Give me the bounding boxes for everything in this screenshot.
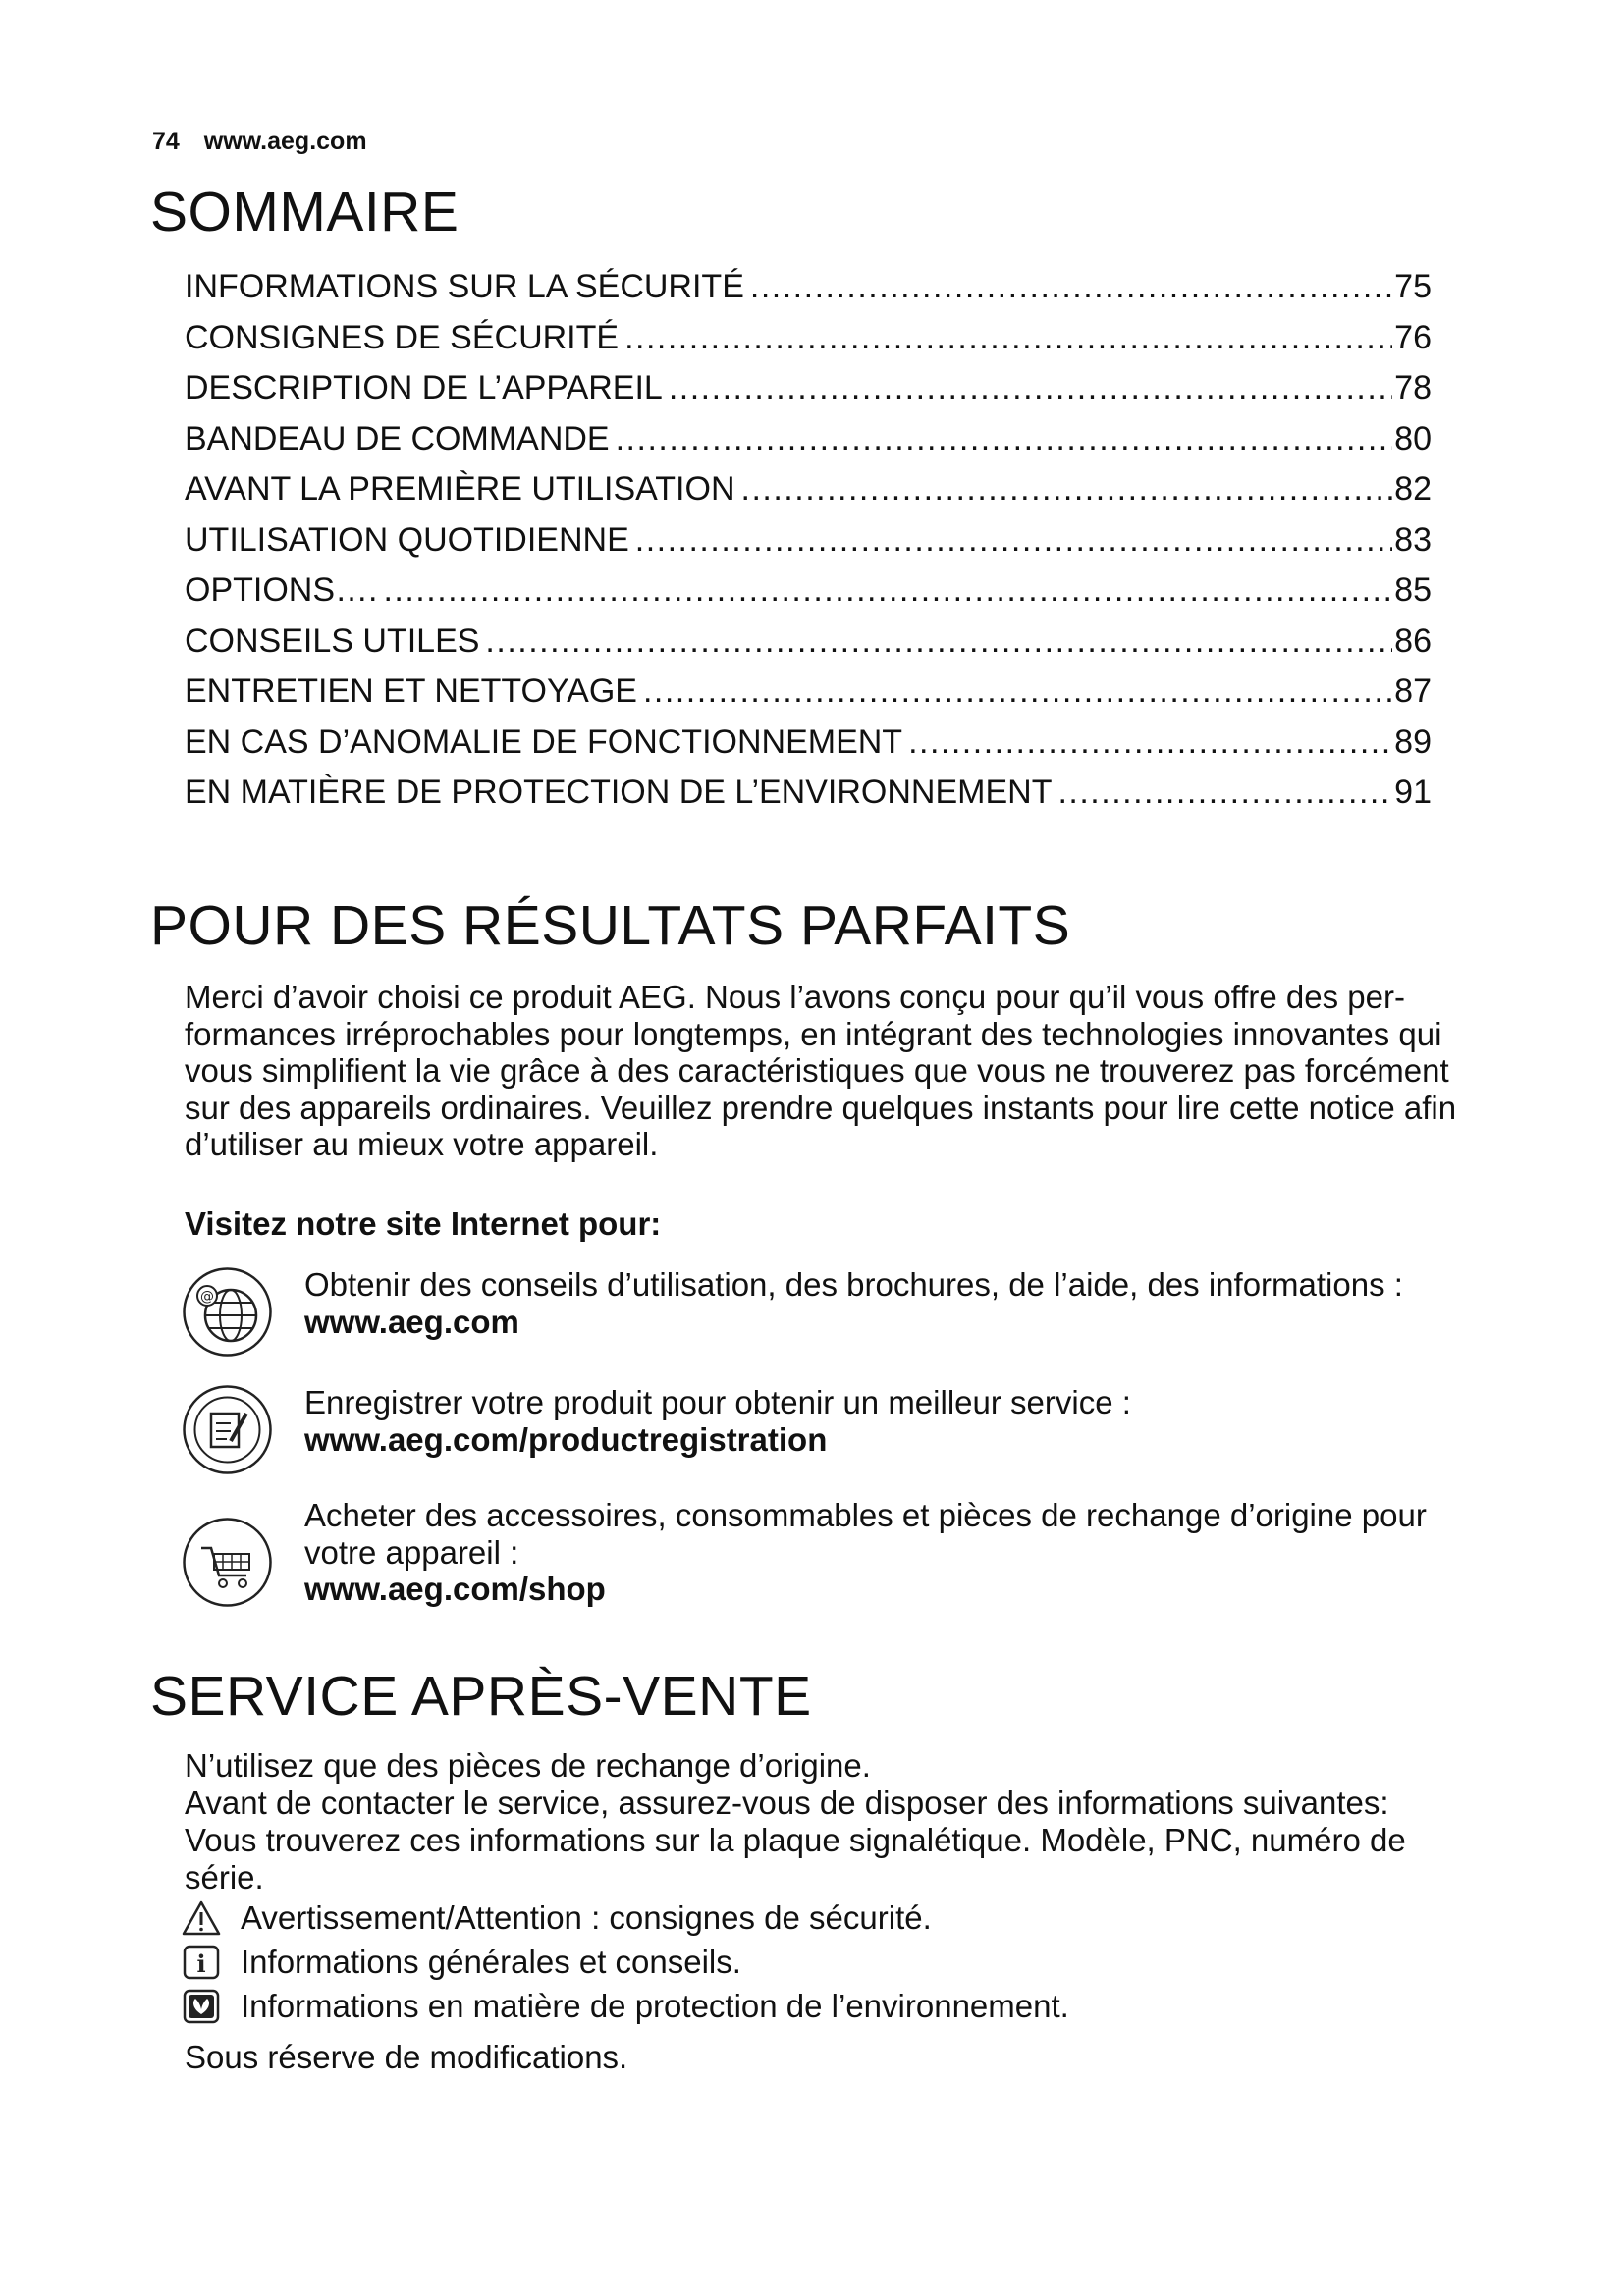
toc-entry-page: 91	[1394, 774, 1432, 811]
table-of-contents	[185, 262, 1432, 819]
intro-paragraph: Merci d’avoir choisi ce produit AEG. Nous l’avons conçu pour qu’il vous offre des per-formances irréprochables pour longtemps, en intégrant des technologies innovantes qui vous simplifient la vie grâce à des caractéristiques que vous ne trouverez pas forcément sur des appareils ordinaires. Veuillez prendre quelques instants pour lire cette notice afin d’utiliser au mieux votre appareil.	[185, 979, 1457, 1162]
toc-entry-title: DESCRIPTION DE L’APPAREIL	[185, 369, 663, 406]
toc-entry-title: UTILISATION QUOTIDIENNE	[185, 520, 629, 559]
symbol-row-info	[182, 1944, 741, 1981]
service-line-3: Vous trouverez ces informations sur la plaque signalétique. Modèle, PNC, numéro de série.	[185, 1822, 1406, 1896]
toc-dot-leader	[669, 363, 1392, 414]
toc-dot-leader	[383, 565, 1392, 616]
toc-entry	[185, 313, 1432, 364]
toc-entry-title: EN MATIÈRE DE PROTECTION DE L’ENVIRONNEMENT	[185, 774, 1053, 811]
visit-item-url[interactable]: www.aeg.com/shop	[304, 1571, 606, 1607]
toc-entry-page: 86	[1394, 621, 1432, 660]
globe-icon	[182, 1266, 273, 1358]
toc-dot-leader	[750, 262, 1392, 313]
shopping-cart-icon	[182, 1517, 273, 1608]
symbol-text: Informations en matière de protection de l’environnement.	[241, 1988, 1069, 2024]
page-number: 74	[152, 128, 180, 155]
toc-entry	[185, 768, 1432, 819]
toc-entry	[185, 565, 1432, 616]
toc-entry-title: EN CAS D’ANOMALIE DE FONCTIONNEMENT	[185, 722, 903, 761]
toc-entry	[185, 667, 1432, 718]
toc-entry-title: BANDEAU DE COMMANDE	[185, 419, 610, 457]
toc-dot-leader	[485, 616, 1392, 667]
page-header	[152, 128, 367, 156]
info-icon	[182, 1944, 221, 1981]
toc-dot-leader	[616, 414, 1393, 465]
toc-entry	[185, 363, 1432, 414]
toc-dot-leader	[908, 718, 1392, 769]
toc-entry-title: ENTRETIEN ET NETTOYAGE	[185, 672, 637, 710]
toc-dot-leader	[635, 515, 1392, 566]
symbol-text: Informations générales et conseils.	[241, 1944, 741, 1980]
warning-icon	[182, 1899, 221, 1937]
toc-entry-page: 85	[1394, 571, 1432, 609]
toc-entry	[185, 515, 1432, 566]
toc-entry-title: AVANT LA PREMIÈRE UTILISATION	[185, 470, 735, 507]
toc-dot-leader	[643, 667, 1392, 718]
symbol-row-environment	[182, 1988, 1069, 2025]
visit-item-text: Enregistrer votre produit pour obtenir un meilleur service :	[304, 1384, 1131, 1420]
toc-entry-page: 76	[1394, 318, 1432, 356]
toc-entry	[185, 262, 1432, 313]
toc-entry-page: 87	[1394, 672, 1432, 710]
environment-icon	[182, 1988, 221, 2025]
visit-item-text: Acheter des accessoires, consommables et pièces de rechange d’origine pour votre appareil :	[304, 1497, 1427, 1571]
footer-note: Sous réserve de modifications.	[185, 2039, 628, 2075]
toc-dot-leader	[624, 313, 1392, 364]
toc-entry-page: 89	[1394, 722, 1432, 761]
registration-icon	[182, 1384, 273, 1475]
toc-entry-page: 82	[1394, 470, 1432, 507]
visit-item-text: Obtenir des conseils d’utilisation, des brochures, de l’aide, des informations :	[304, 1266, 1403, 1303]
service-line-2: Avant de contacter le service, assurez-vous de disposer des informations suivantes:	[185, 1785, 1389, 1821]
toc-entry-page: 78	[1394, 369, 1432, 406]
toc-entry-page: 75	[1394, 268, 1432, 305]
toc-entry-title: INFORMATIONS SUR LA SÉCURITÉ	[185, 268, 744, 305]
toc-entry-title: CONSEILS UTILES	[185, 621, 480, 660]
service-title: SERVICE APRÈS-VENTE	[150, 1665, 812, 1728]
visit-item-url[interactable]: www.aeg.com/productregistration	[304, 1420, 828, 1458]
svg-text:i: i	[196, 1949, 206, 1978]
toc-entry-page: 83	[1394, 520, 1432, 559]
toc-entry-page: 80	[1394, 419, 1432, 457]
service-line-1: N’utilisez que des pièces de rechange d’origine.	[185, 1747, 871, 1784]
visit-heading: Visitez notre site Internet pour:	[185, 1205, 662, 1242]
toc-entry	[185, 414, 1432, 465]
toc-entry	[185, 464, 1432, 515]
toc-entry	[185, 718, 1432, 769]
svg-text:@: @	[200, 1289, 214, 1305]
visit-item-url[interactable]: www.aeg.com	[304, 1303, 519, 1340]
sommaire-title: SOMMAIRE	[150, 181, 460, 243]
toc-entry	[185, 616, 1432, 667]
toc-entry-title: OPTIONS….	[185, 571, 378, 609]
toc-entry-title: CONSIGNES DE SÉCURITÉ	[185, 318, 620, 356]
toc-dot-leader	[741, 464, 1393, 515]
symbol-row-warning	[182, 1899, 932, 1937]
header-website: www.aeg.com	[203, 128, 367, 155]
toc-dot-leader	[1057, 768, 1392, 819]
symbol-text: Avertissement/Attention : consignes de sécurité.	[241, 1899, 932, 1936]
results-title: POUR DES RÉSULTATS PARFAITS	[150, 894, 1071, 957]
